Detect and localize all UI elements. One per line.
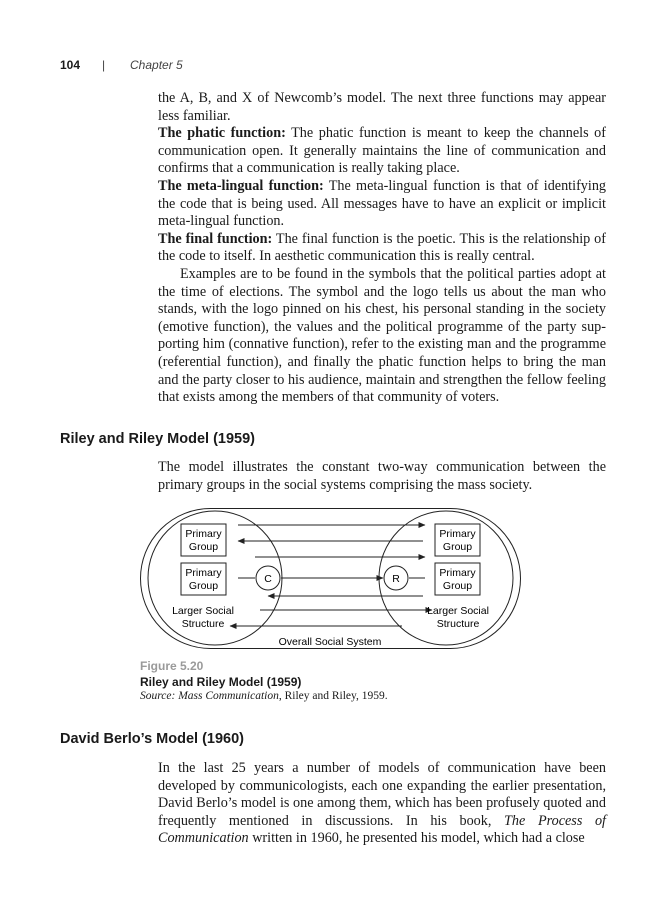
source-title: Mass Communication <box>178 690 279 702</box>
intro-paragraph: the A, B, and X of Newcomb’s model. The next three functions may appear less familiar. <box>158 90 606 124</box>
source-prefix: Source: <box>140 690 179 702</box>
final-paragraph <box>158 231 606 266</box>
pg-tr-line2: Group <box>442 541 473 553</box>
c-label: C <box>264 573 272 585</box>
pg-bl-line1: Primary <box>185 567 222 579</box>
phatic-text: The phatic function is meant to keep the channels of communication open. It generally maintains the line of communication and confirms that a communication is really taking place. <box>158 125 606 177</box>
header-separator: | <box>102 58 106 72</box>
berlo-paragraph <box>158 760 606 848</box>
berlo-book-title: The Process of Communication <box>158 812 606 847</box>
riley-heading: Riley and Riley Model (1959) <box>60 431 256 447</box>
metalingual-text: The meta-lingual function is that of identifying the code that is being used. All messages have to have an explicit or implicit meta-lingual function. <box>158 177 607 230</box>
metalingual-term: The meta-lingual function: <box>158 177 324 194</box>
berlo-text-1: In the last 25 years a number of models of communication have been developed by communicologists, each one expanding the earlier presentation, David Berlo’s model is one among them, which has been profusely quoted and frequently mentioned in discussions. In his book, <box>158 760 606 829</box>
chapter-label: Chapter 5 <box>130 58 183 72</box>
pg-br-line2: Group <box>442 580 473 592</box>
larger-left-line1: Larger Social <box>172 605 234 617</box>
examples-paragraph: Examples are to be found in the symbols that the political parties adopt at the time of elections. The symbol and the logo tells us about the man who stands, with the logo pinned on his chest, his personal standing in the society (emotive function), the values and the political programme of the party supporting him (connative function), refer to the existing man and the programme (referential function), and finally the phatic function helps to bring the man and the party closer to his audience, maintain and strengthen the fellow feeling that exists among the members of that community of voters. <box>158 265 606 406</box>
figure-title: Riley and Riley Model (1959) <box>140 675 302 689</box>
r-label: R <box>392 573 400 585</box>
figure-number: Figure 5.20 <box>140 659 204 673</box>
page-number: 104 <box>60 58 81 72</box>
pg-bl-line2: Group <box>188 580 219 592</box>
riley-paragraph: The model illustrates the constant two-way communication between the primary groups in the social systems comprising the mass society. <box>158 459 606 493</box>
source-rest: , Riley and Riley, 1959. <box>278 690 388 702</box>
pg-tl-line2: Group <box>188 541 219 553</box>
pg-br-line1: Primary <box>439 567 476 579</box>
final-text: The final function is the poetic. This is the relationship of the code to itself. In aesthetic communication this is really central. <box>158 230 607 265</box>
pg-tr-line1: Primary <box>439 528 476 540</box>
phatic-paragraph <box>158 125 606 178</box>
riley-model-diagram <box>140 508 521 660</box>
section-functions <box>158 90 606 407</box>
overall-system-label: Overall Social System <box>278 636 382 648</box>
berlo-text-2: written in 1960, he presented his model, which had a close <box>248 830 585 847</box>
berlo-heading: David Berlo’s Model (1960) <box>60 731 244 747</box>
larger-right-line2: Structure <box>436 618 480 630</box>
pg-tl-line1: Primary <box>185 528 222 540</box>
larger-left-line2: Structure <box>181 618 225 630</box>
phatic-term: The phatic function: <box>158 125 286 142</box>
larger-right-line1: Larger Social <box>427 605 489 617</box>
metalingual-paragraph <box>158 178 606 231</box>
figure-source <box>140 690 388 702</box>
final-term: The final function: <box>158 230 273 247</box>
